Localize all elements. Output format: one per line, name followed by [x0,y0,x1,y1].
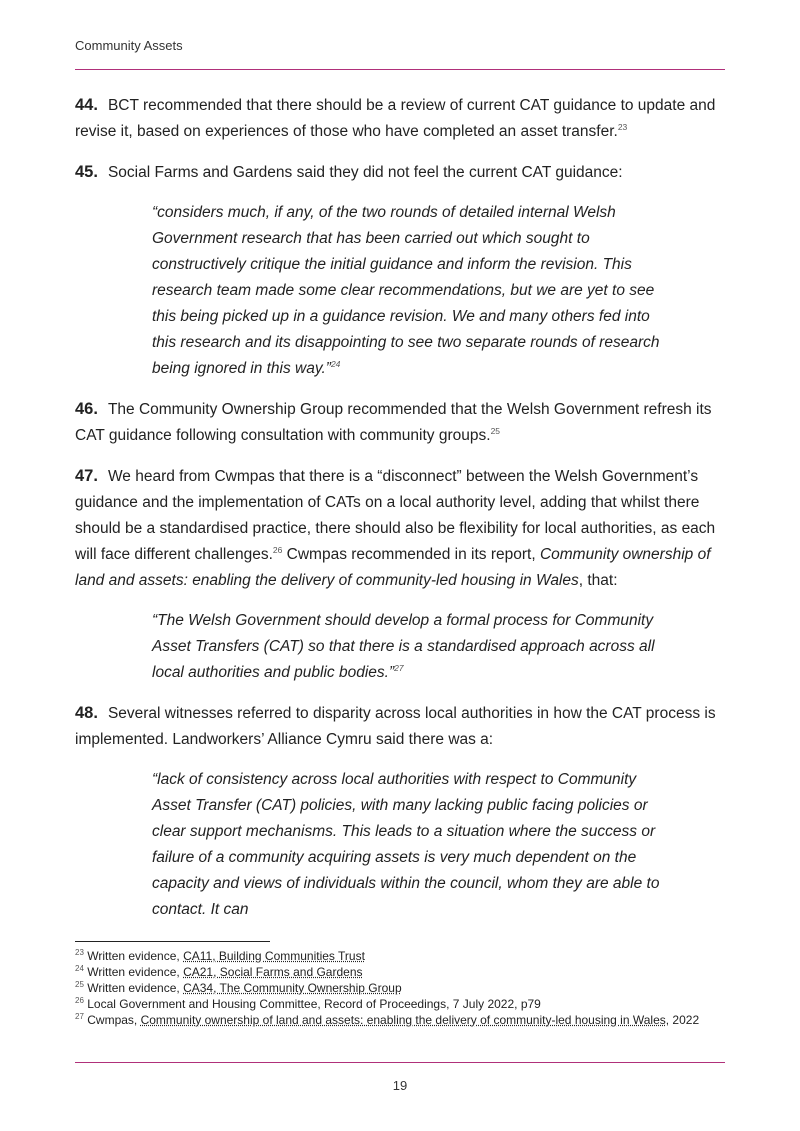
paragraph-text: BCT recommended that there should be a review of current CAT guidance to update and revise it, based on experiences of those who have completed an asset transfer. [75,97,716,140]
quote-text: “The Welsh Government should develop a formal process for Community Asset Transfers (CAT) so that there is a standardised approach across all local authorities and public bodies.” [152,612,655,681]
footnote-number: 27 [75,1012,84,1021]
quote-cwmpas [152,608,672,686]
footnote-link[interactable]: CA11, Building Communities Trust [183,949,365,963]
footnote-ref[interactable]: 25 [490,425,501,436]
footer-rule [75,1062,725,1063]
quote-social-farms [152,200,672,382]
paragraph-48 [75,700,725,753]
footnote-23 [75,948,725,964]
paragraph-47 [75,463,725,594]
footnote-24 [75,964,725,980]
paragraph-text: We heard from Cwmpas that there is a “disconnect” between the Welsh Government’s guidance and the implementation of CATs on a local authority level, adding that whilst there should be a standardised practice, there should also be flexibility for local authorities, as each will face different challenges. [75,468,716,563]
footnote-text: , 2022 [665,1013,700,1027]
paragraph-46 [75,396,725,449]
footnote-text: Written evidence, [87,949,184,963]
footnote-number: 23 [75,948,84,957]
quote-landworkers [152,767,672,923]
footnote-ref[interactable]: 27 [394,662,404,673]
footnote-ref[interactable]: 24 [330,358,341,369]
footnote-25 [75,980,725,996]
footnote-number: 26 [75,996,84,1005]
header-rule [75,69,725,70]
paragraph-text: , that: [578,572,618,589]
footnote-number: 24 [75,964,84,973]
page-number: 19 [392,1078,408,1093]
paragraph-45 [75,159,725,186]
paragraph-text: Cwmpas recommended in its report, [282,546,540,563]
footnote-text: Local Government and Housing Committee, Record of Proceedings, 7 July 2022, p79 [87,997,541,1011]
body-content [75,92,725,937]
paragraph-number: 48. [75,704,98,722]
footnote-link[interactable]: CA21, Social Farms and Gardens [183,965,363,979]
footnote-ref[interactable]: 26 [272,544,283,555]
paragraph-number: 44. [75,96,98,114]
footnote-26 [75,996,725,1012]
footnote-27 [75,1012,725,1028]
paragraph-text: Several witnesses referred to disparity across local authorities in how the CAT process is implemented. Landworkers’ Alliance Cymru said there was a: [75,705,716,748]
footnote-link[interactable]: CA34, The Community Ownership Group [183,981,402,995]
footnote-text: Written evidence, [87,981,184,995]
paragraph-number: 46. [75,400,98,418]
quote-text: “lack of consistency across local authorities with respect to Community Asset Transfer (CAT) policies, with many lacking public facing policies or clear support mechanisms. This leads to a situation where the success or failure of a community acquiring assets is very much dependent on the capacity and views of individuals within the council, whom they are able to contact. It can [152,771,660,918]
paragraph-text: The Community Ownership Group recommended that the Welsh Government refresh its CAT guidance following consultation with community groups. [75,401,712,444]
paragraph-number: 47. [75,467,98,485]
paragraph-text: Social Farms and Gardens said they did not feel the current CAT guidance: [107,164,623,181]
footnote-ref[interactable]: 23 [617,121,628,132]
footnote-link[interactable]: Community ownership of land and assets: enabling the delivery of community-led housing in Wales [140,1013,666,1027]
footnote-separator [75,941,270,942]
footnote-text: Written evidence, [87,965,184,979]
footnotes [75,948,725,1028]
quote-text: “considers much, if any, of the two rounds of detailed internal Welsh Government research that has been carried out which sought to constructively critique the initial guidance and inform the revision. This research team made some clear recommendations, but we are yet to see this being picked up in a guidance revision. We and many others fed into this research and its disappointing to see two separate rounds of research being ignored in this way.” [152,204,660,377]
footnote-text: Cwmpas, [87,1013,141,1027]
report-title: Community ownership of land and assets: enabling the delivery of community-led housing in Wales [75,546,711,589]
paragraph-number: 45. [75,163,98,181]
running-header: Community Assets [75,38,183,53]
footnote-number: 25 [75,980,84,989]
paragraph-44 [75,92,725,145]
